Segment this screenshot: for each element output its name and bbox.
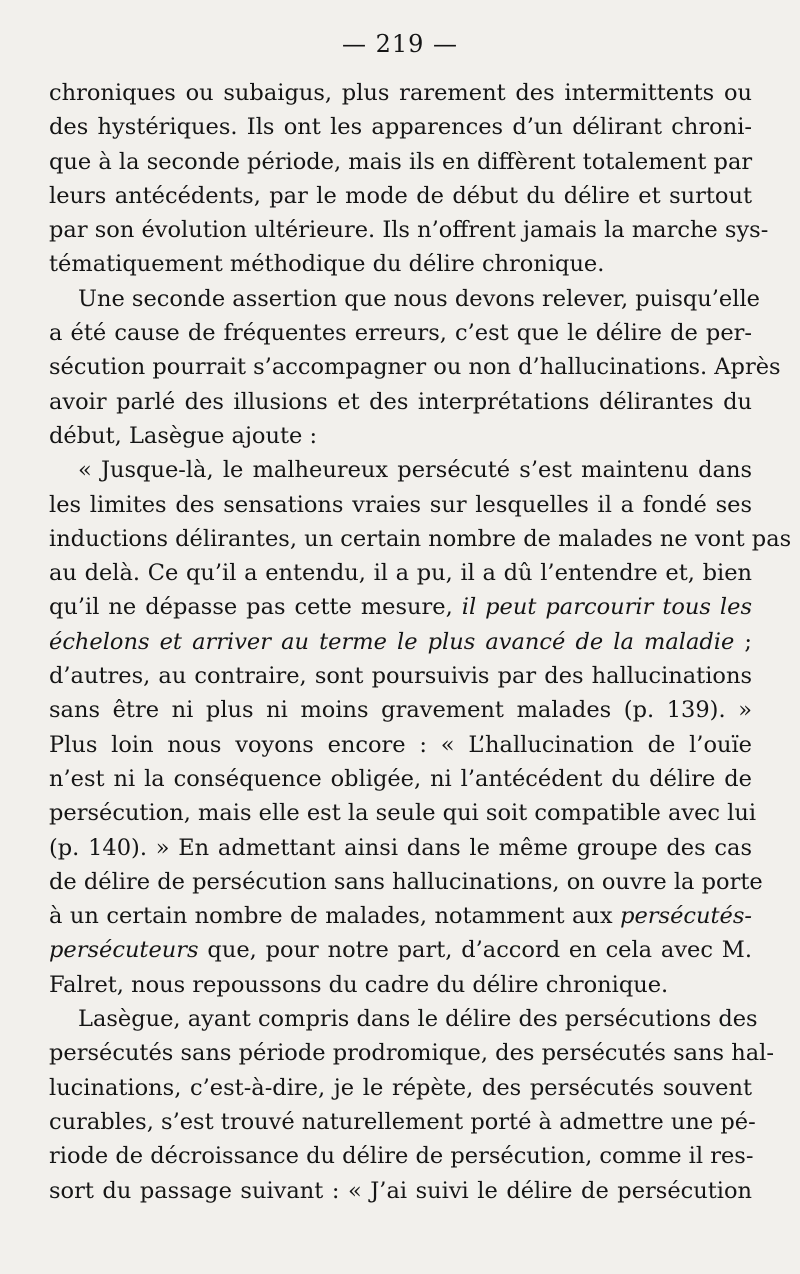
text-line: Falret, nous repoussons du cadre du délire chronique. bbox=[49, 971, 669, 998]
text-line: riode de décroissance du délire de persécution, comme il res- bbox=[49, 1143, 754, 1170]
text-line-italic: persécutés- bbox=[620, 903, 752, 930]
text-line: sans être ni plus ni moins gravement malades (p. 139). » bbox=[49, 697, 752, 724]
body-text bbox=[49, 76, 792, 1208]
text-line: sécution pourrait s’accompagner ou non d’hallucinations. Après bbox=[49, 354, 781, 381]
text-line-roman: qu’il ne dépasse pas cette mesure, bbox=[49, 594, 462, 621]
text-line-italic: il peut parcourir tous les bbox=[461, 594, 752, 621]
text-line: début, Lasègue ajoute : bbox=[49, 422, 318, 449]
page-number: — 219 — bbox=[341, 30, 459, 58]
text-line-roman: ; bbox=[734, 628, 753, 655]
text-line: d’autres, au contraire, sont poursuivis par des hallucinations bbox=[49, 663, 752, 690]
text-line: chroniques ou subaigus, plus rarement des intermittents ou bbox=[49, 80, 752, 106]
text-line bbox=[49, 625, 752, 659]
text-line-italic: échelons et arriver au terme le plus avancé de la maladie bbox=[49, 628, 735, 655]
text-line: sort du passage suivant : « J’ai suivi le délire de persécution bbox=[49, 1177, 752, 1204]
text-line: (p. 140). » En admettant ainsi dans le même groupe des cas bbox=[49, 834, 752, 861]
text-line: les limites des sensations vraies sur lesquelles il a fondé ses bbox=[49, 491, 752, 518]
text-line: par son évolution ultérieure. Ils n’offrent jamais la marche sys- bbox=[49, 217, 769, 244]
text-line: lucinations, c’est-à-dire, je le répète, des persécutés souvent bbox=[49, 1074, 752, 1101]
text-line: n’est ni la conséquence obligée, ni l’antécédent du délire de bbox=[49, 765, 752, 792]
text-line: que à la seconde période, mais ils en diffèrent totalement par bbox=[49, 148, 753, 175]
text-line: curables, s’est trouvé naturellement porté à admettre une pé- bbox=[49, 1108, 756, 1135]
text-line-roman: que, pour notre part, d’accord en cela avec M. bbox=[198, 937, 752, 964]
text-line-italic: persécuteurs bbox=[49, 937, 199, 964]
text-line bbox=[49, 590, 752, 624]
text-line: au delà. Ce qu’il a entendu, il a pu, il a dû l’entendre et, bien bbox=[49, 560, 752, 587]
text-line: Lasègue, ayant compris dans le délire des persécutions des bbox=[78, 1006, 758, 1033]
text-line: leurs antécédents, par le mode de début du délire et surtout bbox=[49, 182, 752, 209]
text-line-roman: à un certain nombre de malades, notamment aux bbox=[49, 903, 621, 930]
text-line: « Jusque-là, le malheureux persécuté s’est maintenu dans bbox=[78, 457, 752, 484]
text-line: a été cause de fréquentes erreurs, c’est que le délire de per- bbox=[49, 320, 752, 347]
text-line: tématiquement méthodique du délire chronique. bbox=[49, 251, 605, 278]
text-line: persécution, mais elle est la seule qui soit compatible avec lui bbox=[49, 800, 757, 827]
text-line bbox=[49, 899, 752, 933]
text-line: de délire de persécution sans hallucinations, on ouvre la porte bbox=[49, 868, 763, 895]
text-line: Plus loin nous voyons encore : « L’hallucination de l’ouïe bbox=[49, 731, 752, 758]
text-line: Une seconde assertion que nous devons relever, puisqu’elle bbox=[78, 285, 760, 312]
text-line bbox=[49, 933, 752, 967]
text-line: avoir parlé des illusions et des interprétations délirantes du bbox=[49, 388, 752, 415]
text-line: inductions délirantes, un certain nombre de malades ne vont pas bbox=[49, 525, 792, 552]
text-line: des hystériques. Ils ont les apparences d’un délirant chroni- bbox=[49, 114, 752, 141]
text-line: persécutés sans période prodromique, des persécutés sans hal- bbox=[49, 1040, 774, 1067]
